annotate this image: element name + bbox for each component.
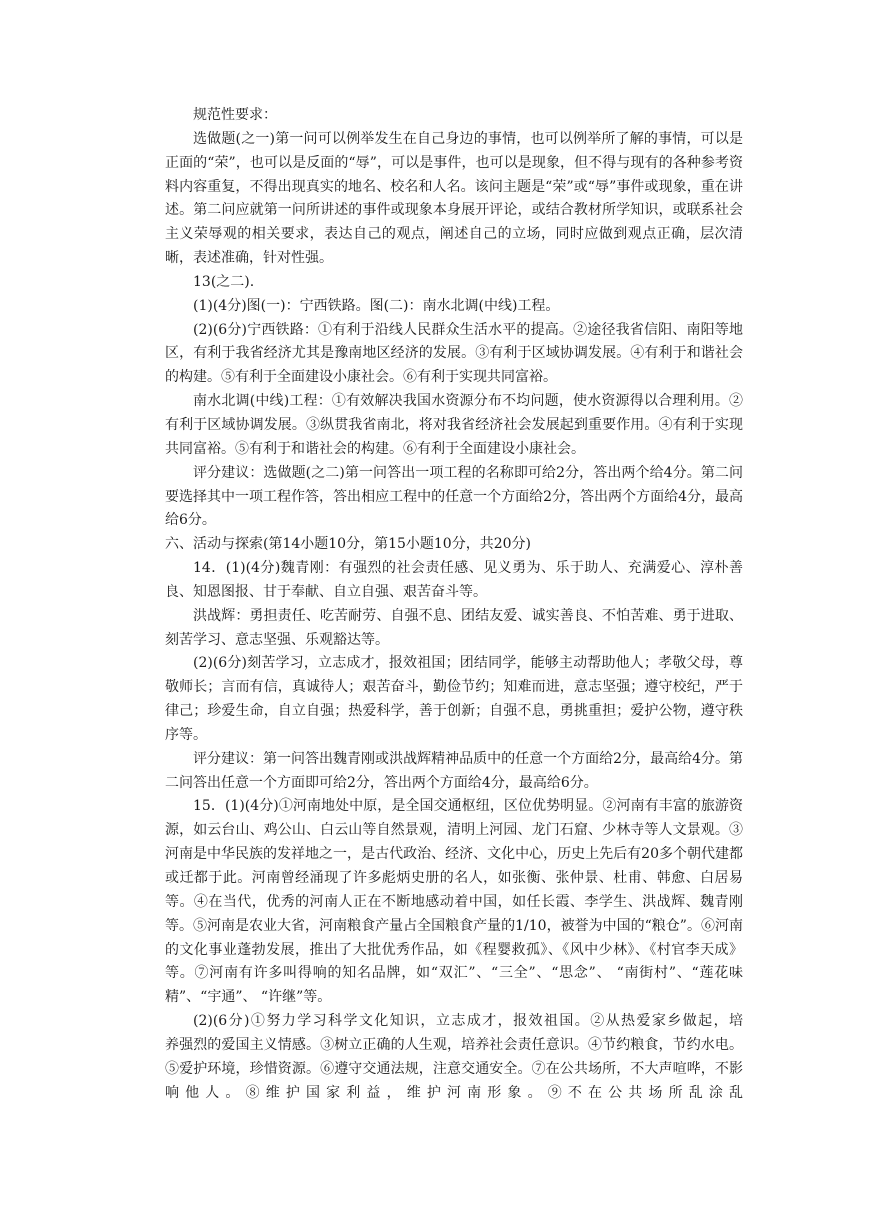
paragraph: 养强烈的爱国主义情感。③树立正确的人生观，培养社会责任意识。④节约粮食，节约水电。⑤爱护环境，珍惜资源。⑥遵守交通法规，注意交通安全。⑦在公共场所，不大声喧哗，不影响他人。⑧维护国家利益，维护河南形象。⑨不在公共场所乱涂乱 [165,1036,743,1101]
paragraph: 洪战辉：勇担责任、吃苦耐劳、自强不息、团结友爱、诚实善良、不怕苦难、勇于进取、刻苦学习、意志坚强、乐观豁达等。 [165,607,743,648]
paragraph: 选做题(之一)第一问可以例举发生在自己身边的事情，也可以例举所了解的事情，可以是正面的“荣”，也可以是反面的“辱”，可以是事件，也可以是现象，但不得与现有的各种参考资料内容重复，不得出现真实的地名、校名和人名。该问主题是“荣”或“辱”事件或现象，重在讲述。第二问应就第一问所讲述的事件或现象本身展开评论，或结合教材所学知识，或联系社会主义荣辱观的相关要求，表达自己的观点，阐述自己的立场，同时应做到观点正确，层次清晰，表述准确，针对性强。 [165,130,743,267]
paragraph: 规范性要求： [193,107,277,123]
paragraph: 南水北调(中线)工程：①有效解决我国水资源分布不均问题，使水资源得以合理利用。②有利于区域协调发展。③纵贯我省南北，将对我省经济社会发展起到重要作用。④有利于实现共同富裕。⑤有利于和谐社会的构建。⑥有利于全面建设小康社会。 [165,393,743,457]
paragraph: 15．(1)(4分)①河南地处中原，是全国交通枢纽，区位优势明显。②河南有丰富的旅游资源，如云台山、鸡公山、白云山等自然景观，清明上河园、龙门石窟、少林寺等人文景观。③河南是中华民族的发祥地之一，是古代政治、经济、文化中心，历史上先后有20多个朝代建都或迁都于此。河南曾经涌现了许多彪炳史册的名人，如张衡、张仲景、杜甫、韩愈、白居易等。④在当代，优秀的河南人正在不断地感动着中国，如任长霞、李学生、洪战辉、魏青刚等。⑤河南是农业大省，河南粮食产量占全国粮食产量的1/10，被誉为中国的“粮仓”。⑥河南的文化事业蓬勃发展，推出了大批优秀作品，如《程婴救孤》、《风中少林》、《村官李天成》等。⑦河南有许多叫得响的知名品牌，如“双汇”、“三全”、“思念”、 “南街村”、“莲花味精”、“宇通”、 “许继”等。 [165,798,743,1006]
section-heading: 六、活动与探索(第14小题10分，第15小题10分，共20分) [165,536,531,553]
paragraph: (2)(6分)宁西铁路：①有利于沿线人民群众生活水平的提高。②途径我省信阳、南阳等地区，有利于我省经济尤其是豫南地区经济的发展。③有利于区域协调发展。④有利于和谐社会的构建。⑤有利于全面建设小康社会。⑥有利于实现共同富裕。 [165,321,743,386]
paragraph: 13(之二). [193,273,255,290]
paragraph: 评分建议：第一问答出魏青刚或洪战辉精神品质中的任意一个方面给2分，最高给4分。第二问答出任意一个方面即可给2分，答出两个方面给4分，最高给6分。 [165,750,743,791]
paragraph: (2)(6分)刻苦学习，立志成才，报效祖国；团结同学，能够主动帮助他人；孝敬父母，尊敬师长；言而有信，真诚待人；艰苦奋斗，勤俭节约；知难而进，意志坚强；遵守校纪，严于律己；珍爱生命，自立自强；热爱科学，善于创新；自强不息，勇挑重担；爱护公物，遵守秩序等。 [165,655,743,743]
paragraph: 评分建议：选做题(之二)第一问答出一项工程的名称即可给2分，答出两个给4分。第二问要选择其中一项工程作答，答出相应工程中的任意一个方面给2分，答出两个方面给4分，最高给6分。 [165,464,743,529]
paragraph: 14．(1)(4分)魏青刚：有强烈的社会责任感、见义勇为、乐于助人、充满爱心、淳朴善良、知恩图报、甘于奉献、自立自强、艰苦奋斗等。 [165,560,743,600]
paragraph: (1)(4分)图(一)：宁西铁路。图(二)：南水北调(中线)工程。 [193,297,560,314]
paragraph: (2)(6分)①努力学习科学文化知识，立志成才，报效祖国。②从热爱家乡做起，培 [193,1013,743,1030]
document-page [165,104,743,1105]
